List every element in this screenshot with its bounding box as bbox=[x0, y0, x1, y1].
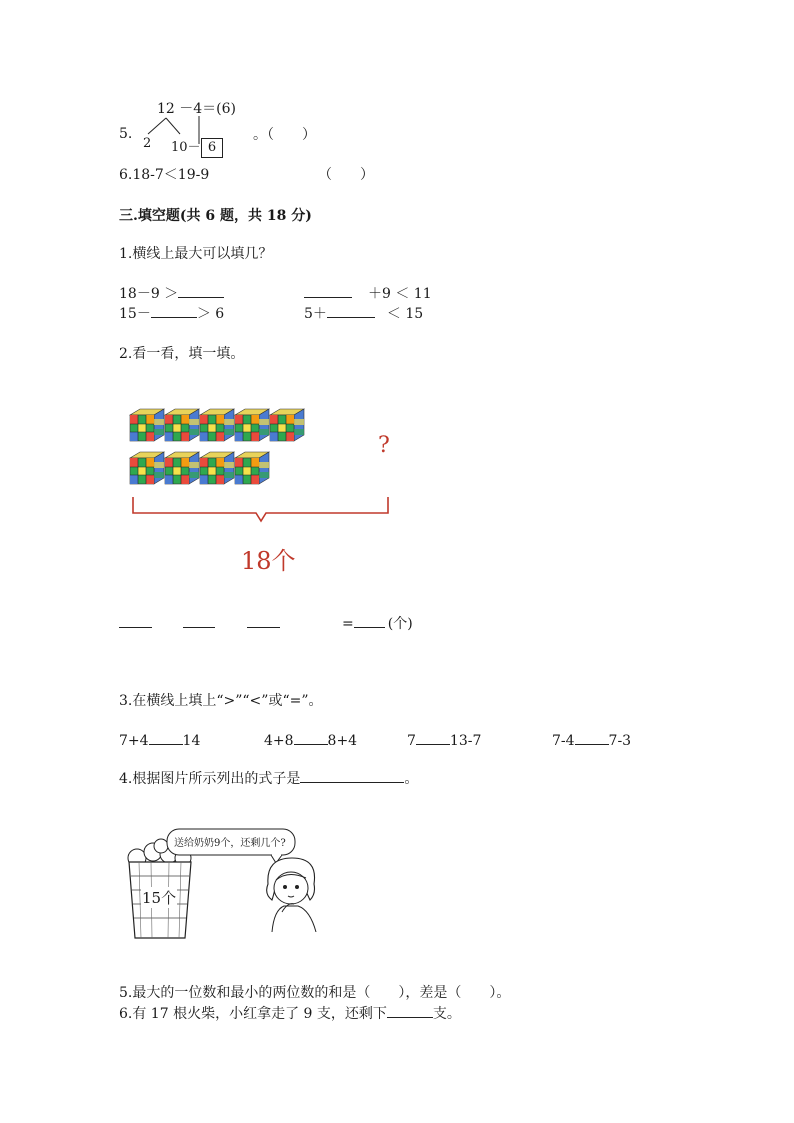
q5-equation: 12 －4＝(6) bbox=[157, 101, 237, 117]
speech-text: 送给奶奶9个，还剩几个? bbox=[174, 838, 286, 849]
fill6-blank[interactable] bbox=[387, 1003, 433, 1018]
rubiks-cube bbox=[200, 409, 234, 441]
fill1-d-post: ＜ 15 bbox=[386, 306, 424, 322]
fill3-item-left: 7+4 bbox=[119, 733, 149, 749]
rubiks-cube bbox=[165, 409, 199, 441]
fill4-title: 4.根据图片所示列出的式子是 bbox=[119, 771, 301, 787]
fill1-d-pre: 5＋ bbox=[304, 306, 327, 322]
fill3-item-3 bbox=[407, 730, 481, 749]
fill1-title: 1.横线上最大可以填几？ bbox=[119, 246, 273, 262]
fill5-text: 5.最大的一位数和最小的两位数的和是（ ），差是（ ）。 bbox=[119, 985, 511, 1001]
fill1-item-d bbox=[304, 303, 423, 323]
fill2-blank-2[interactable] bbox=[183, 613, 215, 628]
fill3-item-right: 8+4 bbox=[327, 733, 358, 749]
fill3-blank[interactable] bbox=[149, 730, 183, 745]
rubiks-cube-group bbox=[128, 405, 398, 555]
fill6-line bbox=[119, 1003, 461, 1023]
fill3-item-1 bbox=[119, 730, 200, 749]
fill1-c-pre: 15－ bbox=[119, 306, 151, 322]
fill1-item-b bbox=[304, 283, 432, 303]
fill1-item-c bbox=[119, 303, 224, 323]
fill3-blank[interactable] bbox=[294, 730, 328, 745]
fill2-blank-3[interactable] bbox=[247, 613, 280, 628]
girl-illustration bbox=[258, 854, 324, 932]
fill6-pre: 6.有 17 根火柴，小红拿走了 9 支，还剩下 bbox=[119, 1006, 387, 1022]
fill4-end: 。 bbox=[404, 771, 419, 787]
fill1-c-post: ＞ 6 bbox=[196, 306, 225, 322]
fill3-item-2 bbox=[264, 730, 357, 749]
rubiks-cube bbox=[235, 452, 269, 484]
q5-left-split: 2 bbox=[143, 136, 152, 151]
fill1-d-blank[interactable] bbox=[327, 303, 375, 318]
fill3-item-right: 14 bbox=[182, 733, 201, 749]
fill1-c-blank[interactable] bbox=[151, 303, 197, 318]
fill1-b-post: ＋9 ＜ 11 bbox=[368, 286, 432, 302]
rubiks-cube bbox=[165, 452, 199, 484]
fill2-answer-row bbox=[119, 613, 413, 633]
q5-boxed-number: 6 bbox=[201, 138, 223, 158]
fill3-item-left: 7 bbox=[407, 733, 416, 749]
total-count-label: 18个 bbox=[241, 547, 296, 575]
section-heading: 三.填空题(共 6 题，共 18 分) bbox=[119, 208, 312, 224]
fill3-blank[interactable] bbox=[416, 730, 450, 745]
fill1-a-pre: 18－9 ＞ bbox=[119, 286, 179, 302]
fill2-title: 2.看一看，填一填。 bbox=[119, 346, 245, 362]
fill1-b-blank[interactable] bbox=[304, 283, 352, 298]
fill1-a-blank[interactable] bbox=[178, 283, 224, 298]
fill1-item-a bbox=[119, 283, 224, 303]
fill3-title: 3.在横线上填上“>”“<”或“=”。 bbox=[119, 693, 323, 709]
fill3-item-right: 7-3 bbox=[608, 733, 632, 749]
rubiks-cube bbox=[200, 452, 234, 484]
fill2-blank-result[interactable] bbox=[354, 613, 385, 628]
fill3-item-right: 13-7 bbox=[449, 733, 482, 749]
fill4-line bbox=[119, 768, 418, 788]
fill2-unit: (个) bbox=[387, 616, 413, 632]
fill3-blank[interactable] bbox=[575, 730, 609, 745]
fill3-item-4 bbox=[552, 730, 631, 749]
basket-label: 15个 bbox=[142, 889, 177, 907]
fill2-equals: = bbox=[342, 616, 354, 632]
q6-statement: 6.18-7＜19-9 bbox=[119, 167, 210, 183]
rubiks-cube bbox=[270, 409, 304, 441]
rubiks-cube bbox=[130, 409, 164, 441]
fill2-blank-1[interactable] bbox=[119, 613, 152, 628]
curly-brace bbox=[133, 497, 388, 521]
rubiks-cube bbox=[235, 409, 269, 441]
rubiks-cube bbox=[130, 452, 164, 484]
q5-right-split: 10－ bbox=[171, 140, 201, 155]
fill3-item-left: 4+8 bbox=[264, 733, 294, 749]
q5-number: 5. bbox=[119, 126, 133, 142]
q6-answer-paren[interactable]: （ ） bbox=[318, 167, 374, 183]
question-mark: ? bbox=[378, 433, 390, 458]
fill6-post: 支。 bbox=[432, 1006, 461, 1022]
fill4-blank[interactable] bbox=[300, 768, 404, 783]
fill3-item-left: 7-4 bbox=[552, 733, 575, 749]
q5-answer-paren[interactable]: 。（ ） bbox=[253, 127, 316, 143]
